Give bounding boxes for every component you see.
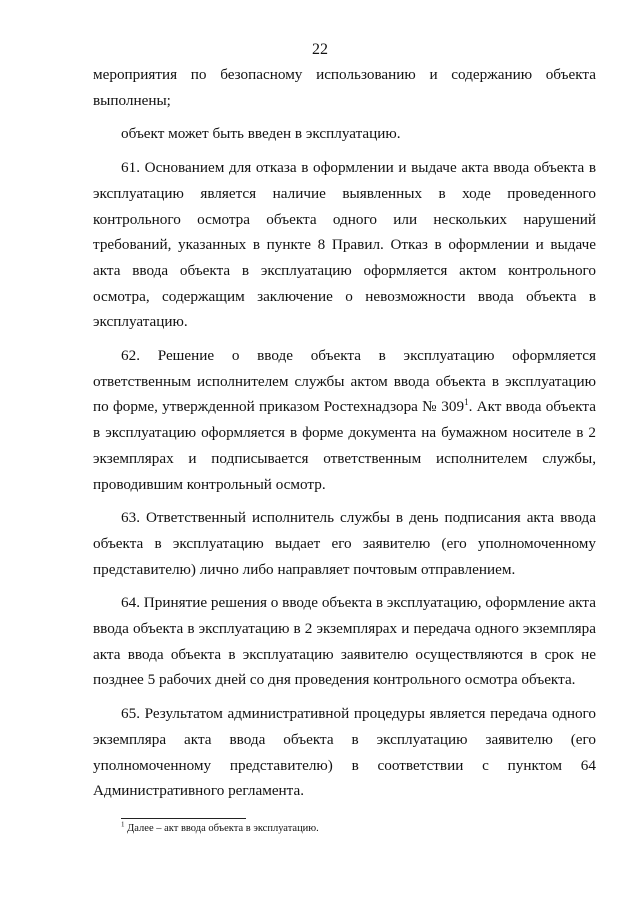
paragraph-object-ready: объект может быть введен в эксплуатацию. (121, 125, 401, 143)
paragraph-63: 63. Ответственный исполнитель службы в день подписания акта ввода объекта в эксплуатацию выдает его заявителю (его уполномоченному представителю) лично либо направляет почтовым отправлением. (93, 509, 596, 578)
paragraph-62-text-before: 62. Решение о вводе объекта в эксплуатацию оформляется ответственным исполнителем службы актом ввода объекта в эксплуатацию по форме, утвержденной приказом Ростехнадзора № 309 (93, 347, 596, 416)
paragraph-continuation: мероприятия по безопасному использованию и содержанию объекта выполнены; (93, 66, 596, 109)
paragraph-65: 65. Результатом административной процедуры является передача одного экземпляра акта ввода объекта в эксплуатацию заявителю (его уполномоченному представителю) в соответствии с пунктом 64 Административного регламента. (93, 705, 596, 800)
paragraph-62 (93, 343, 596, 497)
page-number: 22 (312, 41, 328, 58)
footnote-mark: 1 (121, 820, 125, 829)
paragraph-62-text-after: . Акт ввода объекта в эксплуатацию оформляется в форме документа на бумажном носителе в 2 экземплярах и подписывается ответственным исполнителем службы, проводившим контрольный осмотр. (93, 398, 596, 493)
body-text (93, 62, 596, 812)
footnote-reference: 1 (464, 397, 469, 408)
footnote-divider (121, 818, 246, 819)
footnote (121, 822, 591, 836)
footnote-text: Далее – акт ввода объекта в эксплуатацию. (124, 823, 319, 834)
paragraph-64: 64. Принятие решения о вводе объекта в эксплуатацию, оформление акта ввода объекта в эксплуатацию в 2 экземплярах и передача одного экземпляра акта ввода объекта в эксплуатацию заявителю осуществляются в срок не позднее 5 рабочих дней со дня проведения контрольного осмотра объекта. (93, 594, 596, 689)
paragraph-61: 61. Основанием для отказа в оформлении и выдаче акта ввода объекта в эксплуатацию является наличие выявленных в ходе проведенного контрольного осмотра объекта одного или нескольких нарушений требований, указанных в пункте 8 Правил. Отказ в оформлении и выдаче акта ввода объекта в эксплуатацию оформляется актом контрольного осмотра, содержащим заключение о невозможности ввода объекта в эксплуатацию. (93, 159, 596, 331)
